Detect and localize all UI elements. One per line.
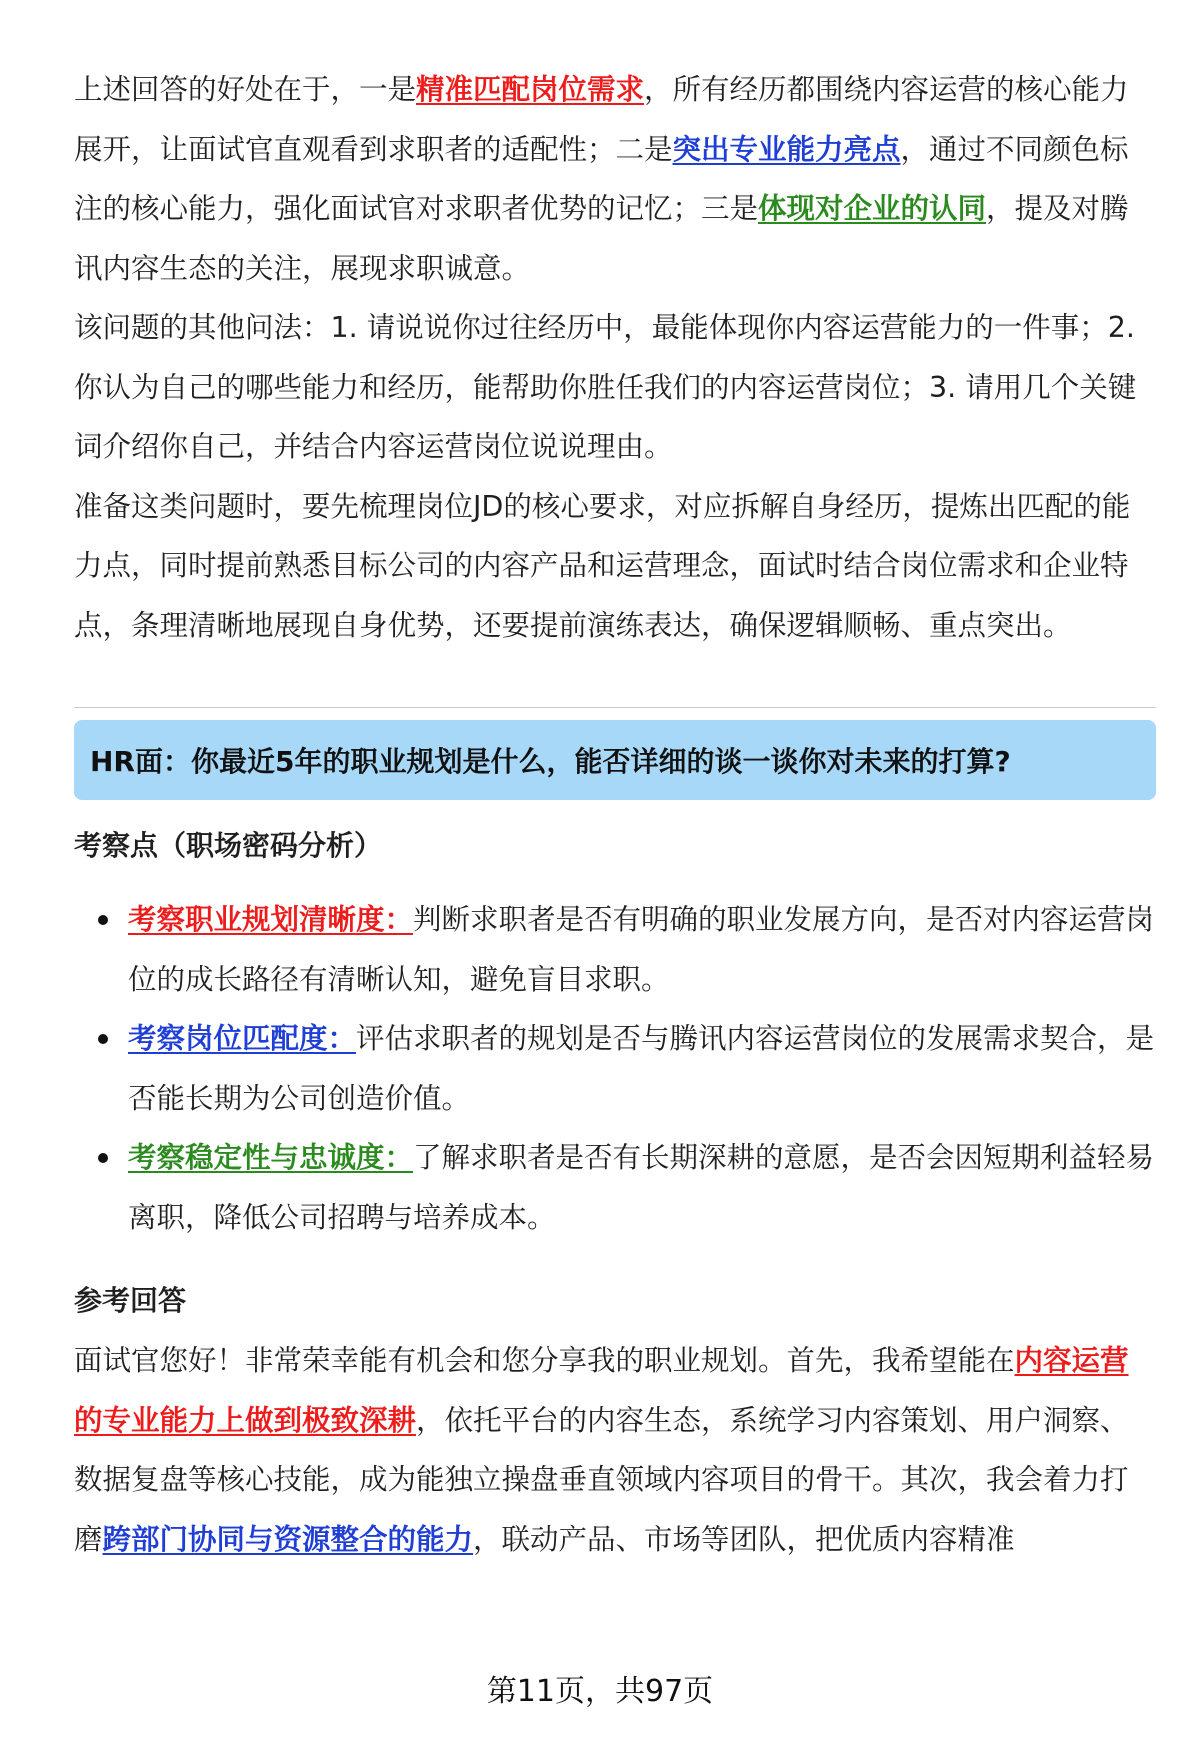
bullet-icon	[98, 1153, 108, 1163]
bullet-icon	[98, 1034, 108, 1044]
question-text: HR面：你最近5年的职业规划是什么，能否详细的谈一谈你对未来的打算?	[90, 745, 1011, 778]
point-label: 考察岗位匹配度：	[128, 1022, 357, 1055]
bullet-icon	[98, 915, 108, 925]
highlight-precise-match: 精准匹配岗位需求	[416, 73, 645, 106]
intro-paragraph-benefits	[74, 60, 1156, 298]
points-heading: 考察点（职场密码分析）	[74, 829, 383, 862]
point-label: 考察职业规划清晰度：	[128, 903, 414, 936]
point-text: 了解求职者是否有长期深耕的意愿，是否会因短期利益轻易离职，降低公司招聘与培养成本。	[128, 1141, 1155, 1234]
list-item	[74, 1128, 1156, 1247]
text-span: ，提及对腾讯内容生态的关注，展现求职诚意。	[74, 192, 1129, 285]
point-label: 考察稳定性与忠诚度：	[128, 1141, 414, 1174]
reference-answer-paragraph	[74, 1331, 1156, 1569]
reference-answer-heading: 参考回答	[74, 1284, 187, 1317]
question-box	[74, 720, 1156, 800]
text-span: ，联动产品、市场等团队，把优质内容精准	[473, 1522, 1015, 1556]
list-item	[74, 890, 1156, 1009]
highlight-professional-strength: 突出专业能力亮点	[672, 132, 901, 166]
text-span: 面试官您好！非常荣幸能有机会和您分享我的职业规划。首先，我希望能在	[74, 1344, 1015, 1377]
text-span: ，通过不同颜色标注的核心能力，强化面试官对求职者优势的记忆；三是	[74, 132, 1129, 225]
section-divider	[74, 707, 1156, 708]
page-number: 第11页，共97页	[486, 1674, 714, 1709]
list-item	[74, 1009, 1156, 1128]
intro-paragraph-preparation: 准备这类问题时，要先梳理岗位JD的核心要求，对应拆解自身经历，提炼出匹配的能力点，同时提前熟悉目标公司的内容产品和运营理念，面试时结合岗位需求和企业特点，条理清晰地展现自身优势，还要提前演练表达，确保逻辑顺畅、重点突出。	[74, 489, 1131, 642]
document-page	[74, 60, 1156, 1569]
intro-paragraph-alternatives: 该问题的其他问法：1. 请说说你过往经历中，最能体现你内容运营能力的一件事；2. 你认为自己的哪些能力和经历，能帮助你胜任我们的内容运营岗位；3. 请用几个关键词介绍你自己，并结合内容运营岗位说说理由。	[74, 311, 1137, 463]
highlight-content-depth: 内容运营的专业能力上做到极致深耕	[74, 1344, 1129, 1437]
point-text: 评估求职者的规划是否与腾讯内容运营岗位的发展需求契合，是否能长期为公司创造价值。	[128, 1022, 1155, 1115]
text-span: ，依托平台的内容生态，系统学习内容策划、用户洞察、数据复盘等核心技能，成为能独立操盘垂直领域内容项目的骨干。其次，我会着力打磨	[74, 1403, 1129, 1556]
text-span: ，所有经历都围绕内容运营的核心能力展开，让面试官直观看到求职者的适配性；二是	[74, 73, 1129, 166]
text-span: 上述回答的好处在于，一是	[74, 73, 417, 106]
points-list	[74, 890, 1156, 1247]
highlight-cross-team: 跨部门协同与资源整合的能力	[102, 1522, 474, 1556]
highlight-company-recognition: 体现对企业的认同	[758, 192, 987, 225]
point-text: 判断求职者是否有明确的职业发展方向，是否对内容运营岗位的成长路径有清晰认知，避免盲目求职。	[128, 903, 1155, 996]
